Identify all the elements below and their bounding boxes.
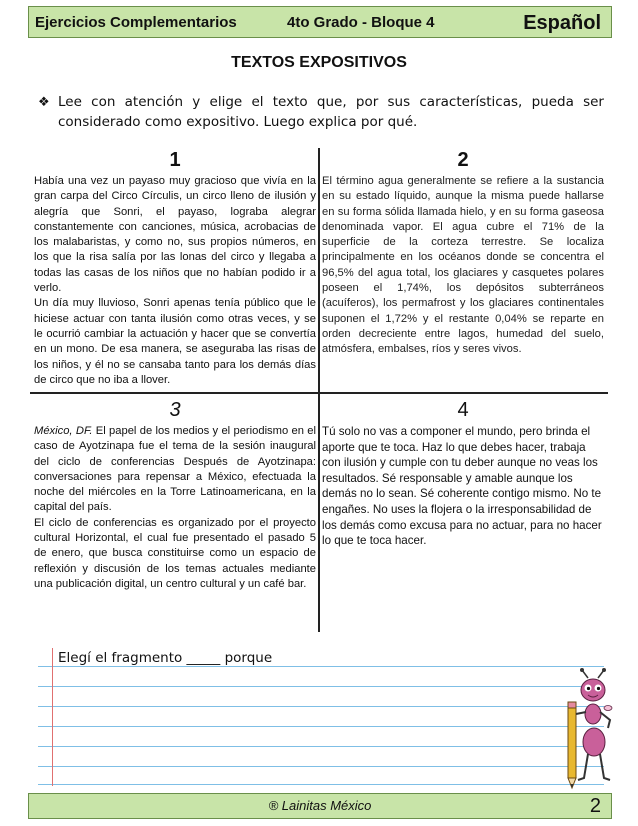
grid-horizontal-divider [30,392,608,394]
margin-line [52,648,53,786]
fragment-3 [34,398,316,592]
fragment-paragraph: Un día muy lluvioso, Sonri apenas tenía público que le hiciese actuar con tanta ilusión como otras veces, y se le ocurrió cambiar la actuación y hacer que se convertía en un mono. De esa manera, se aseguraba las risas de los niños, y él no se cansaba tanto para los demás días de circo que no iba a llover. [34,297,316,386]
diamond-bullet-icon: ❖ [38,95,50,110]
page-title: TEXTOS EXPOSITIVOS [231,54,407,71]
page-number: 2 [589,795,601,817]
ant-mascot-illustration [562,668,624,792]
fragment-text [34,424,316,592]
ruled-line [38,726,604,727]
fragment-paragraph: El ciclo de conferencias es organizado por el proyecto cultural Horizontal, el cual fue presentado el pasado 5 de enero, que busca constituirse como un espacio de reflexión y discusión de los temas actuales mediante una publicación digital, un centro cultural y un café bar. [34,516,316,590]
instruction-text: Lee con atención y elige el texto que, por sus características, pueda ser considerado como expositivo. Luego explica por qué. [58,94,604,130]
ruled-line [38,766,604,767]
fragment-number: 3 [169,399,181,421]
answer-prompt: Elegí el fragmento _____ porque [58,650,273,666]
footer-brand: ® Lainitas México [268,798,372,813]
dateline: México, DF. [34,425,93,437]
ruled-line [38,784,604,785]
fragment-2 [322,148,604,358]
fragment-text [34,174,316,388]
ruled-line [38,746,604,747]
fragment-paragraph: Había una vez un payaso muy gracioso que vivía en la gran carpa del Circo Círculis, un circo lleno de ilusión y alegría que Sonri, el payaso, lograba alegrar constantemente con canciones, música, acrobacias de los malabaristas, y como no, sus propios números, en los que la risa salía por las lonas del circo y llegaba a todas las casas de los niños que no habían podido ir a verlo. [34,175,316,295]
fragment-number: 1 [169,149,181,171]
ruled-line [38,686,604,687]
grid-vertical-divider [318,148,320,632]
header-subject-series: Ejercicios Complementarios [35,14,237,31]
fragment-number: 4 [457,399,469,421]
fragment-number: 2 [457,149,469,171]
fragment-paragraph: El término agua generalmente se refiere a la sustancia en su estado líquido, aunque la misma puede hallarse en su forma sólida llamada hielo, y en su forma gaseosa denominada vapor. El agua cubre el 71% de la superficie de la corteza terrestre. Se localiza principalmente en los océanos donde se concentra el 96,5% del agua total, los glaciares y casquetes polares poseen el 1,74%, los depósitos subterráneos (acuíferos), los permafrost y los glaciares continentales suponen el 1,72% y el restante 0,04% se reparte en orden decreciente entre lagos, humedad del suelo, atmósfera, embalses, ríos y seres vivos. [322,175,604,356]
instruction [38,92,604,132]
fragment-paragraph: Tú solo no vas a componer el mundo, pero brinda el aporte que te toca. Haz lo que debes hacer, trabaja con ilusión y cumple con tu deber aunque no veas los resultados. Sé responsable y amable aunque los demás no lo sean. Sé coherente contigo mismo. No te engañes. No uses la flojera o la irresponsabilidad de los demás como excusa para no actuar, para no hacer lo que te toca hacer. [322,425,602,548]
header-grade-block: 4to Grado - Bloque 4 [287,14,435,31]
fragment-text [322,424,604,549]
fragment-4 [322,398,604,549]
header-subject: Español [523,12,601,34]
ruled-answer-area[interactable] [38,648,604,786]
ruled-line [38,666,604,667]
fragment-text [322,174,604,358]
ruled-line [38,706,604,707]
fragment-1 [34,148,316,388]
fragment-paragraph-text: El papel de los medios y el periodismo en el caso de Ayotzinapa fue el tema de la sesión inaugural del ciclo de conferencias Después de Ayotzinapa: conversaciones para repensar a México, efectuada la noche del miércoles en la Torre Latinoamericana, en la capital del país. [34,425,316,514]
fragment-paragraph [34,424,316,516]
footer-bar [28,793,612,819]
header-bar [28,6,612,38]
